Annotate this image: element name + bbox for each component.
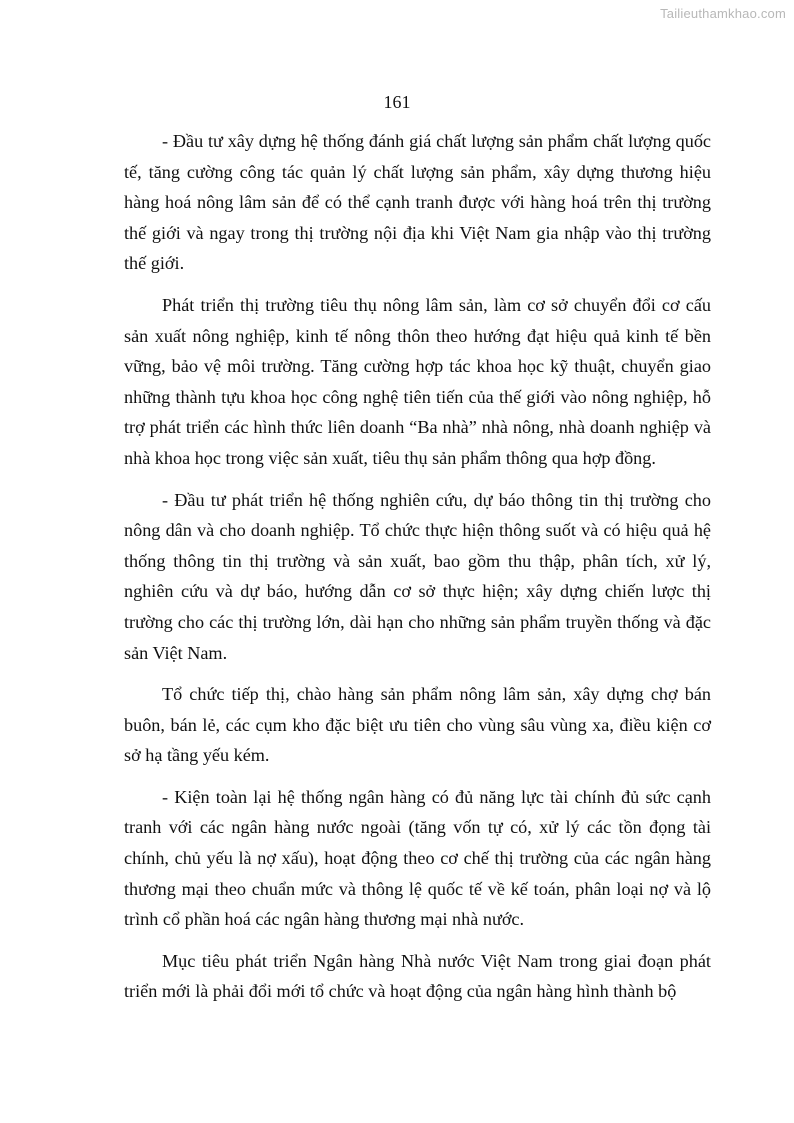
document-body: [124, 126, 711, 1018]
paragraph: - Đầu tư xây dựng hệ thống đánh giá chất lượng sản phẩm chất lượng quốc tế, tăng cường công tác quản lý chất lượng sản phẩm, xây dựng thương hiệu hàng hoá nông lâm sản để có thể cạnh tranh được với hàng hoá trên thị trường thế giới và ngay trong thị trường nội địa khi Việt Nam gia nhập vào thị trường thế giới.: [124, 131, 711, 274]
paragraph: Tổ chức tiếp thị, chào hàng sản phẩm nông lâm sản, xây dựng chợ bán buôn, bán lẻ, các cụm kho đặc biệt ưu tiên cho vùng sâu vùng xa, điều kiện cơ sở hạ tầng yếu kém.: [124, 684, 711, 766]
paragraph: - Đầu tư phát triển hệ thống nghiên cứu, dự báo thông tin thị trường cho nông dân và cho doanh nghiệp. Tổ chức thực hiện thông suốt và có hiệu quả hệ thống thông tin thị trường và sản xuất, bao gồm thu thập, phân tích, xử lý, nghiên cứu và dự báo, hướng dẫn cơ sở thực hiện; xây dựng chiến lược thị trường cho các thị trường lớn, dài hạn cho những sản phẩm truyền thống và đặc sản Việt Nam.: [124, 489, 711, 663]
paragraph: Phát triển thị trường tiêu thụ nông lâm sản, làm cơ sở chuyển đổi cơ cấu sản xuất nông nghiệp, kinh tế nông thôn theo hướng đạt hiệu quả kinh tế bền vững, bảo vệ môi trường. Tăng cường hợp tác khoa học kỹ thuật, chuyển giao những thành tựu khoa học công nghệ tiên tiến của thế giới vào nông nghiệp, hỗ trợ phát triển các hình thức liên doanh “Ba nhà” nhà nông, nhà doanh nghiệp và nhà khoa học trong việc sản xuất, tiêu thụ sản phẩm thông qua hợp đồng.: [124, 294, 711, 468]
paragraph: - Kiện toàn lại hệ thống ngân hàng có đủ năng lực tài chính đủ sức cạnh tranh với các ngân hàng nước ngoài (tăng vốn tự có, xử lý các tồn đọng tài chính, chủ yếu là nợ xấu), hoạt động theo cơ chế thị trường của các ngân hàng thương mại theo chuẩn mức và thông lệ quốc tế về kế toán, phân loại nợ và lộ trình cổ phần hoá các ngân hàng thương mại nhà nước.: [124, 786, 711, 930]
watermark: Tailieuthamkhao.com: [660, 6, 786, 21]
paragraph: Mục tiêu phát triển Ngân hàng Nhà nước Việt Nam trong giai đoạn phát triển mới là phải đổi mới tổ chức và hoạt động của ngân hàng hình thành bộ: [124, 950, 711, 1002]
page-number: 161: [383, 92, 411, 112]
